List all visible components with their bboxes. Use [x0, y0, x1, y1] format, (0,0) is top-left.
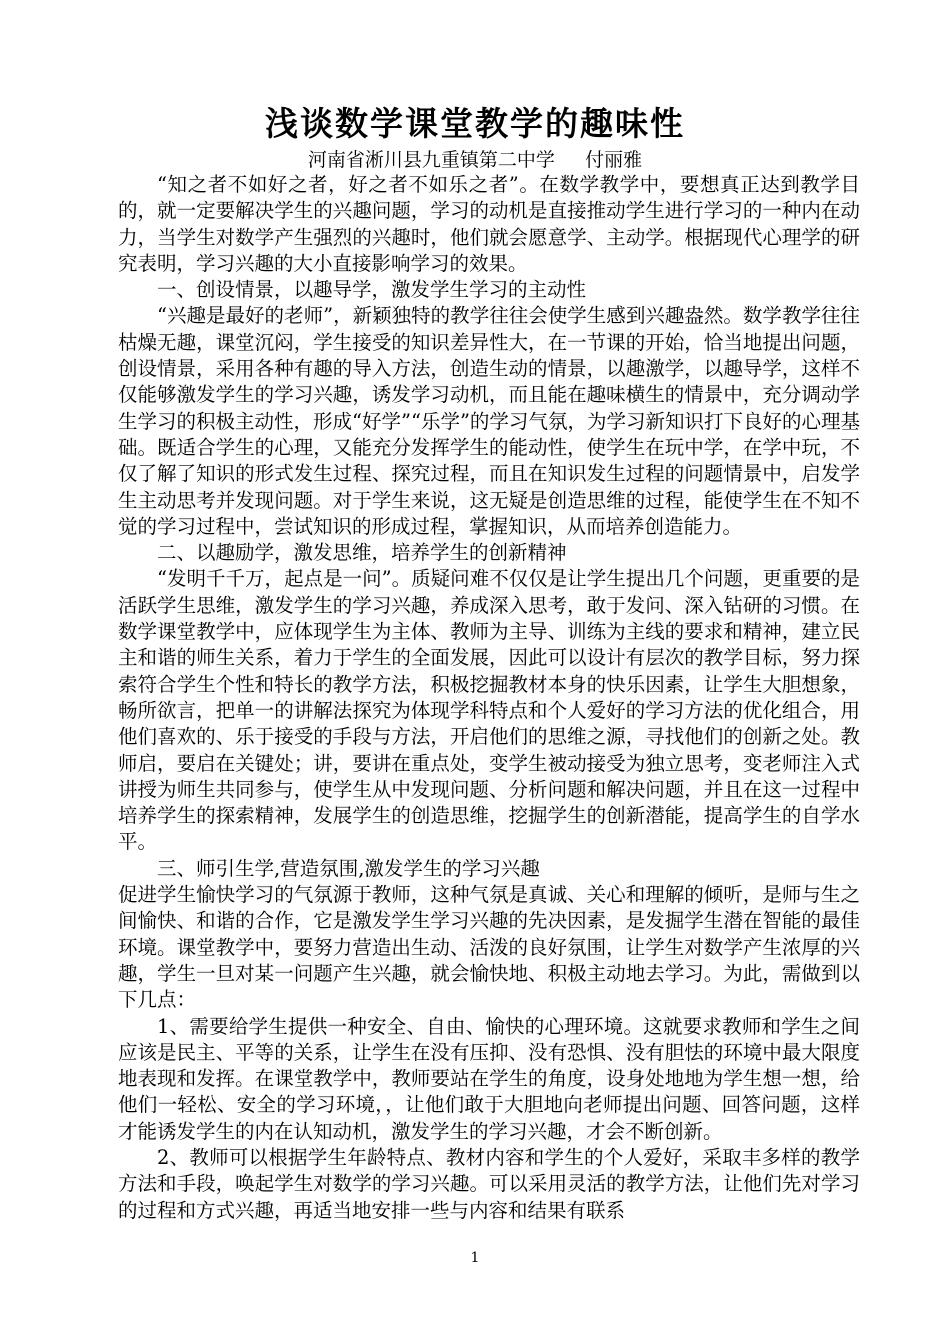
section-heading-2: 二、以趣励学，激发思维，培养学生的创新精神	[157, 541, 567, 565]
page-number: 1	[470, 1250, 480, 1266]
section-heading-1: 一、创设情景，以趣导学，激发学生学习的主动性	[157, 278, 587, 302]
paragraph: 促进学生愉快学习的气氛源于教师，这种气氛是真诚、关心和理解的倾听，是师与生之间愉快、和谐的合作，它是激发学生学习兴趣的先决因素，是发掘学生潜在智能的最佳环境。课堂教学中，要努力营造出生动、活泼的良好氛围，让学生对数学产生浓厚的兴趣，学生一旦对某一问题产生兴趣，就会愉快地、积极主动地去学习。为此，需做到以下几点：	[118, 883, 860, 1012]
paragraph: “兴趣是最好的老师”，新颖独特的教学往往会使学生感到兴趣盎然。数学教学往往枯燥无趣，课堂沉闷，学生接受的知识差异性大，在一节课的开始，恰当地提出问题，创设情景，采用各种有趣的导入方法，创造生动的情景，以趣激学，以趣导学，这样不仅能够激发学生的学习兴趣，诱发学习动机，而且能在趣味横生的情景中，充分调动学生学习的积极主动性，形成“好学”“乐学”的学习气氛，为学习新知识打下良好的心理基础。既适合学生的心理，又能充分发挥学生的能动性，使学生在玩中学，在学中玩，不仅了解了知识的形式发生过程、探究过程，而且在知识发生过程的问题情景中，启发学生主动思考并发现问题。对于学生来说，这无疑是创造思维的过程，能使学生在不知不觉的学习过程中，尝试知识的形成过程，掌握知识，从而培养创造能力。	[118, 304, 860, 538]
paragraph: “发明千千万，起点是一问”。质疑问难不仅仅是让学生提出几个问题，更重要的是活跃学生思维，激发学生的学习兴趣，养成深入思考，敢于发问、深入钻研的习惯。在数学课堂教学中，应体现学生为主体、教师为主导、训练为主线的要求和精神，建立民主和谐的师生关系，着力于学生的全面发展，因此可以设计有层次的教学目标，努力探索符合学生个性和特长的教学方法，积极挖掘教材本身的快乐因素，让学生大胆想象，畅所欲言，把单一的讲解法探究为体现学科特点和个人爱好的学习方法的优化组合，用他们喜欢的、乐于接受的手段与方法，开启他们的思维之源，寻找他们的创新之处。教师启，要启在关键处；讲，要讲在重点处，变学生被动接受为独立思考，变老师注入式讲授为师生共同参与，使学生从中发现问题、分析问题和解决问题，并且在这一过程中培养学生的探索精神，发展学生的创造思维，挖掘学生的创新潜能，提高学生的自学水平。	[118, 567, 860, 854]
document-title: 浅谈数学课堂教学的趣味性	[265, 104, 685, 143]
author-line: 河南省淅川县九重镇第二中学 付丽雅	[307, 149, 643, 171]
list-item-2: 2、教师可以根据学生年龄特点、教材内容和学生的个人爱好，采取丰多样的教学方法和手段，唤起学生对数学的学习兴趣。可以采用灵活的教学方法，让他们先对学习的过程和方式兴趣，再适当地安排一些与内容和结果有联系	[118, 1145, 860, 1222]
section-heading-3: 三、师引生学,营造氛围,激发学生的学习兴趣	[157, 856, 540, 880]
list-item-1: 1、需要给学生提供一种安全、自由、愉快的心理环境。这就要求教师和学生之间应该是民主、平等的关系，让学生在没有压抑、没有恐惧、没有胆怯的环境中最大限度地表现和发挥。在课堂教学中，教师要站在学生的角度，设身处地地为学生想一想，给他们一轻松、安全的学习环境，，让他们敢于大胆地向老师提出问题、回答问题，这样才能诱发学生的内在认知动机，激发学生的学习兴趣，才会不断创新。	[118, 1014, 860, 1143]
paragraph-intro: “知之者不如好之者，好之者不如乐之者”。在数学教学中，要想真正达到教学目的，就一定要解决学生的兴趣问题，学习的动机是直接推动学生进行学习的一种内在动力，当学生对数学产生强烈的兴趣时，他们就会愿意学、主动学。根据现代心理学的研究表明，学习兴趣的大小直接影响学习的效果。	[118, 173, 860, 275]
document-body	[118, 172, 860, 1224]
